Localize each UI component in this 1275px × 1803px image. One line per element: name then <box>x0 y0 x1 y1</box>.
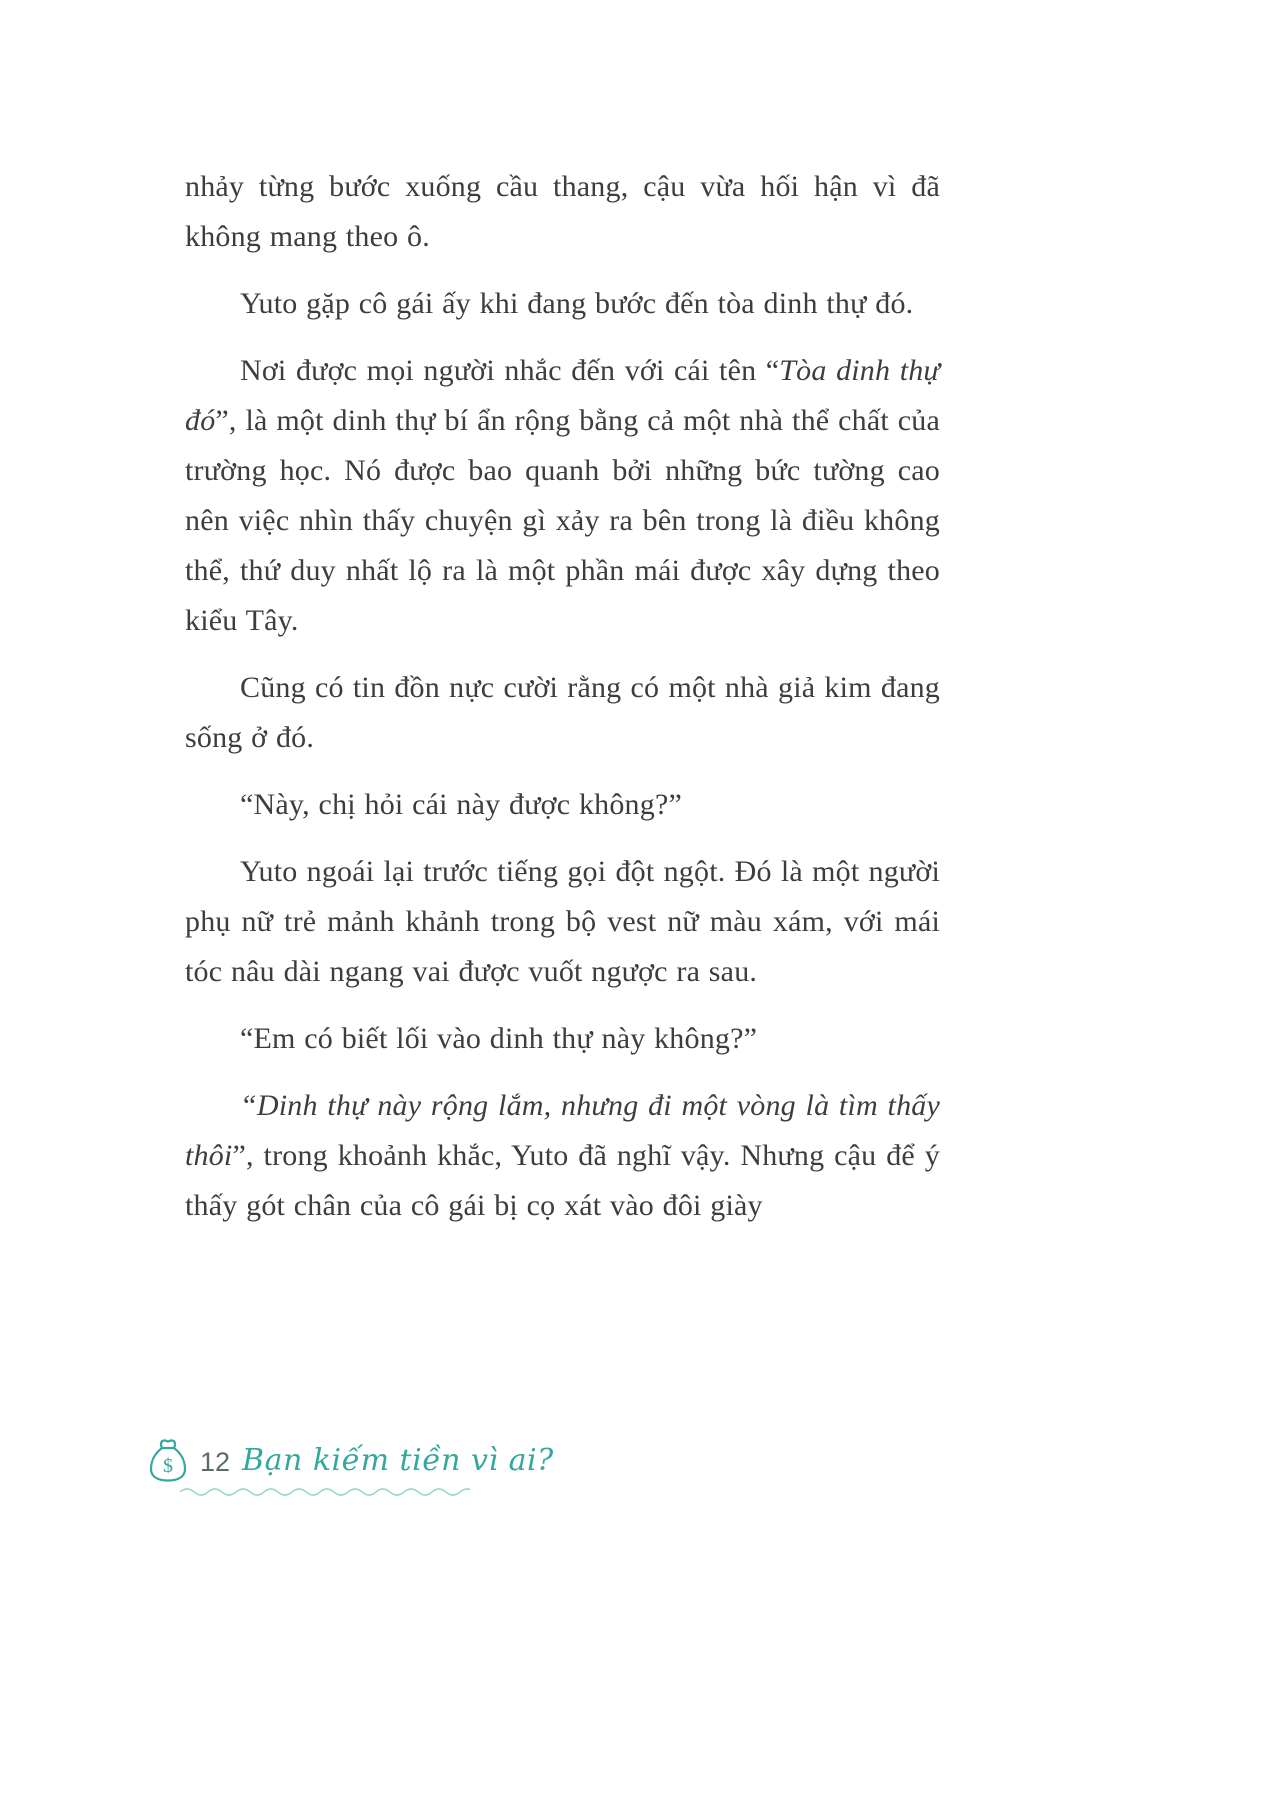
paragraph <box>185 780 940 830</box>
paragraph <box>185 346 940 646</box>
paragraph <box>185 1014 940 1064</box>
money-bag-icon <box>148 1438 188 1482</box>
paragraph <box>185 279 940 329</box>
text-run: Yuto gặp cô gái ấy khi đang bước đến tòa dinh thự đó. <box>240 287 914 320</box>
italic-text-run: Tòa dinh thự đó <box>185 354 940 437</box>
text-run: ”, là một dinh thự bí ẩn rộng bằng cả một nhà thể chất của trường học. Nó được bao quanh bởi những bức tường cao nên việc nhìn thấy chuyện gì xảy ra bên trong là điều không thể, thứ duy nhất lộ ra là một phần mái được xây dựng theo kiểu Tây. <box>185 404 940 637</box>
text-run: Nơi được mọi người nhắc đến với cái tên “ <box>240 354 780 387</box>
text-run: “Này, chị hỏi cái này được không?” <box>240 788 682 821</box>
text-run: “Em có biết lối vào dinh thự này không?” <box>240 1022 758 1055</box>
text-run: nhảy từng bước xuống cầu thang, cậu vừa hối hận vì đã không mang theo ô. <box>185 170 940 253</box>
paragraph <box>185 162 940 262</box>
svg-text:$: $ <box>163 1455 173 1477</box>
page-footer <box>148 1438 554 1482</box>
paragraph <box>185 663 940 763</box>
page-number: 12 <box>200 1446 231 1477</box>
text-run: ”, trong khoảnh khắc, Yuto đã nghĩ vậy. Nhưng cậu để ý thấy gót chân của cô gái bị cọ xát vào đôi giày <box>185 1139 940 1222</box>
paragraph <box>185 1081 940 1231</box>
page-body-text <box>185 162 940 1248</box>
text-run: Yuto ngoái lại trước tiếng gọi đột ngột. Đó là một người phụ nữ trẻ mảnh khảnh trong bộ vest nữ màu xám, với mái tóc nâu dài ngang vai được vuốt ngược ra sau. <box>185 855 940 988</box>
italic-text-run: “Dinh thự này rộng lắm, nhưng đi một vòng là tìm thấy thôi <box>185 1089 940 1172</box>
text-run: Cũng có tin đồn nực cười rằng có một nhà giả kim đang sống ở đó. <box>185 671 940 754</box>
book-title: Bạn kiếm tiền vì ai? <box>242 1443 554 1478</box>
paragraph <box>185 847 940 997</box>
